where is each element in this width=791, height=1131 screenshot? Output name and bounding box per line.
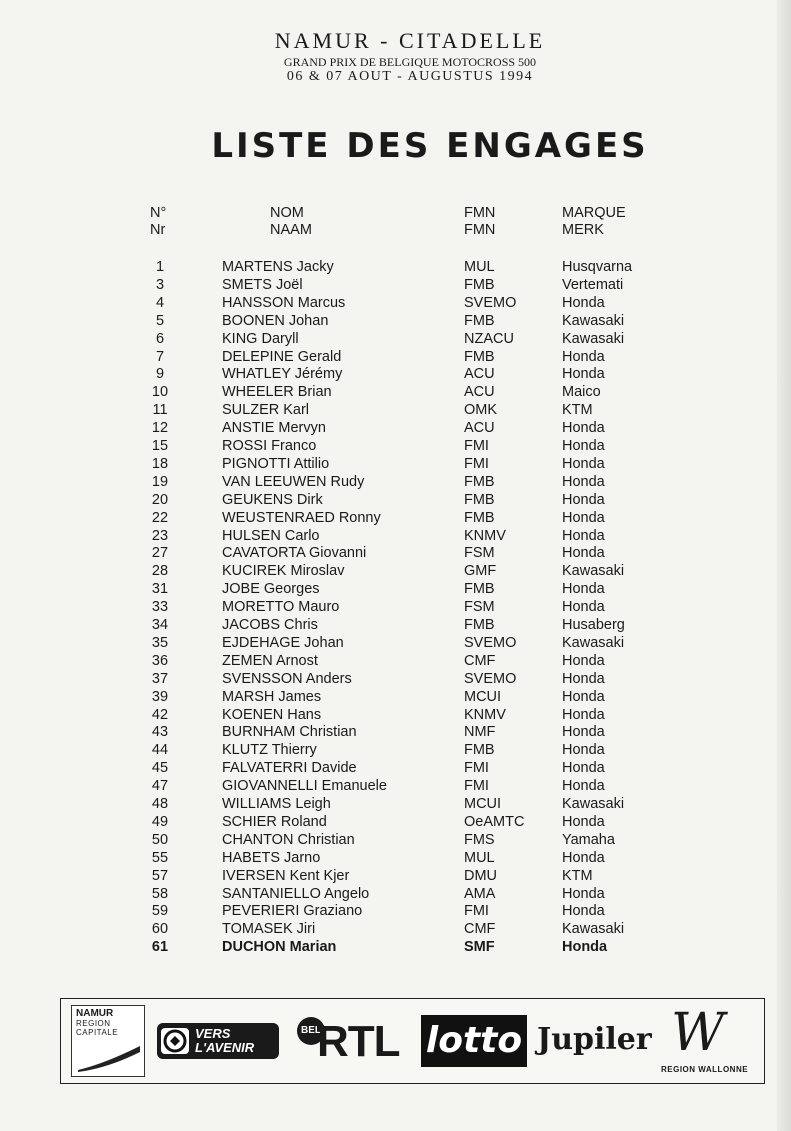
entry-make: Husqvarna [562,259,633,275]
entry-fmn: NZACU [464,330,514,347]
entry-number: 57 [151,867,169,884]
entry-name: SANTANIELLO Angelo [222,885,370,902]
col-name-fr: NOM [270,205,304,221]
entry-name: CAVATORTA Giovanni [222,545,367,562]
entry-name: WILLIAMS Leigh [222,796,331,812]
entry-number: 5 [155,312,165,329]
table-row [0,294,791,312]
col-make-fr: MARQUE [562,205,626,221]
table-row [0,706,791,724]
entry-make: Honda [562,742,605,759]
entry-number: 48 [151,796,169,812]
entry-fmn: FMB [464,491,495,508]
table-row [0,330,791,348]
table-row [0,473,791,491]
table-row [0,598,791,616]
entry-name: SULZER Karl [222,402,310,419]
table-row [0,312,791,330]
vers-logo-line2: L'AVENIR [195,1040,255,1055]
entry-name: ZEMEN Arnost [222,652,318,669]
entry-make: Honda [562,348,605,365]
table-row [0,741,791,759]
lotto-logo: lotto [421,1015,527,1067]
entry-fmn: FMB [464,509,495,526]
entry-make: Kawasaki [562,330,625,347]
entry-number: 33 [151,599,169,616]
entry-make: Honda [562,849,605,866]
entry-fmn: OMK [464,402,498,419]
entry-number: 36 [151,652,169,669]
entry-fmn: GMF [464,563,497,580]
entry-number: 31 [151,581,169,598]
entry-make: Honda [562,294,605,311]
entry-number: 61 [151,939,169,956]
entry-make: Honda [562,670,605,687]
entry-name: BURNHAM Christian [222,724,357,741]
entry-fmn: MUL [464,849,495,866]
entry-fmn: FSM [464,599,495,616]
entry-make: Honda [562,903,605,920]
sponsor-banner [60,998,765,1084]
entry-name: MARTENS Jacky [222,259,334,275]
table-row [0,527,791,545]
entry-number: 28 [151,563,169,580]
page-title: LISTE DES ENGAGES [211,126,649,166]
table-row [0,544,791,562]
entry-fmn: MUL [464,259,495,275]
entry-make: Yamaha [562,831,615,848]
entry-number: 34 [151,617,169,633]
entry-number: 12 [151,420,169,437]
entry-fmn: FMB [464,276,495,293]
entry-name: PEVERIERI Graziano [222,903,363,920]
entry-fmn: CMF [464,921,496,938]
entry-number: 6 [155,330,165,347]
namur-logo-text: NAMUR [76,1008,114,1019]
table-row [0,258,791,276]
entry-fmn: FMB [464,581,495,598]
entry-fmn: SVEMO [464,670,517,687]
entry-name: JACOBS Chris [222,617,318,633]
entry-make: Honda [562,420,605,437]
table-row [0,902,791,920]
entry-number: 15 [151,438,169,454]
entry-number: 9 [155,366,165,383]
entry-make: Kawasaki [562,563,625,580]
entry-name: KLUTZ Thierry [222,742,317,759]
entry-make: Honda [562,939,608,956]
table-row [0,670,791,688]
table-row [0,652,791,670]
event-name: GRAND PRIX DE BELGIQUE MOTOCROSS 500 [283,55,537,69]
entry-make: Honda [562,599,605,616]
entry-fmn: FMI [464,455,489,472]
entry-make: Kawasaki [562,921,625,938]
vers-lavenir-logo [157,1023,279,1059]
bel-badge: BEL [297,1017,325,1045]
table-row [0,491,791,509]
entry-number: 10 [151,384,169,401]
table-row [0,831,791,849]
entry-number: 20 [151,491,169,508]
col-fmn-nl: FMN [464,222,496,238]
entry-name: TOMASEK Jiri [222,921,316,938]
entry-make: Honda [562,366,605,383]
header [0,28,791,85]
entry-make: Vertemati [562,276,624,293]
vers-logo-line1: VERS [195,1026,231,1041]
entry-make: Honda [562,813,605,830]
entry-fmn: SVEMO [464,634,517,651]
entry-name: GIOVANNELLI Emanuele [222,778,387,795]
entry-make: KTM [562,402,593,419]
entry-name: VAN LEEUWEN Rudy [222,473,365,490]
entry-fmn: ACU [464,384,495,401]
entry-make: Maico [562,384,601,401]
entry-number: 59 [151,903,169,920]
bel-rtl-logo [297,1017,409,1067]
entry-number: 60 [151,921,169,938]
entry-name: CHANTON Christian [222,831,355,848]
entry-make: Kawasaki [562,312,625,329]
wallonne-rooster-icon: W [671,1003,725,1063]
entry-number: 27 [151,545,169,562]
region-wallonne-logo [657,1005,757,1079]
entry-name: JOBE Georges [222,581,320,598]
table-row [0,401,791,419]
entry-fmn: FMI [464,778,489,795]
col-nr-fr: N° [150,205,167,221]
entry-make: Honda [562,885,605,902]
table-row [0,348,791,366]
entry-fmn: FMS [464,831,495,848]
table-row [0,276,791,294]
table-row [0,455,791,473]
entry-fmn: FMB [464,312,495,329]
entry-name: PIGNOTTI Attilio [222,455,330,472]
entry-make: Honda [562,706,605,723]
entry-fmn: FMI [464,903,489,920]
entry-number: 45 [151,760,169,777]
entry-number: 43 [151,724,169,741]
entry-name: DELEPINE Gerald [222,348,342,365]
col-name-nl: NAAM [270,222,312,238]
column-header-nl [0,221,791,239]
entry-name: MARSH James [222,688,322,705]
entry-make: Honda [562,491,605,508]
entry-make: Kawasaki [562,796,625,812]
entry-fmn: FMB [464,617,495,633]
entry-make: Honda [562,652,605,669]
table-row [0,938,791,956]
entry-fmn: FMI [464,438,489,454]
entry-make: Honda [562,545,605,562]
entry-make: Honda [562,724,605,741]
entry-name: HABETS Jarno [222,849,321,866]
entry-fmn: ACU [464,420,495,437]
entry-number: 44 [151,742,169,759]
column-header-fr [0,204,791,222]
entry-number: 55 [151,849,169,866]
entry-number: 19 [151,473,169,490]
entry-fmn: FMI [464,760,489,777]
region-wallonne-label: REGION WALLONNE [661,1065,749,1074]
entry-fmn: ACU [464,366,495,383]
namur-logo-region: REGION [76,1019,111,1028]
table-row [0,813,791,831]
entry-fmn: FMB [464,742,495,759]
table-row [0,562,791,580]
entry-number: 7 [155,348,165,365]
entry-name: DUCHON Marian [222,939,337,956]
table-row [0,795,791,813]
table-row [0,920,791,938]
table-row [0,634,791,652]
table-row [0,437,791,455]
table-row [0,509,791,527]
namur-logo-capitale: CAPITALE [76,1028,119,1037]
entry-fmn: CMF [464,652,496,669]
entry-number: 11 [152,402,168,419]
entry-name: GEUKENS Dirk [222,491,323,508]
entry-make: KTM [562,867,593,884]
entry-make: Honda [562,688,605,705]
entry-number: 3 [155,276,165,293]
entry-make: Honda [562,455,605,472]
entry-fmn: SMF [464,939,495,956]
entry-name: WHATLEY Jérémy [222,366,343,383]
entry-name: BOONEN Johan [222,312,329,329]
vers-badge-icon [161,1028,189,1054]
col-nr-nl: Nr [150,222,166,238]
entry-name: KING Daryll [222,330,299,347]
entry-make: Honda [562,778,605,795]
entry-make: Kawasaki [562,634,625,651]
table-row [0,365,791,383]
entry-name: WEUSTENRAED Ronny [222,509,381,526]
rtl-text: RTL [317,1017,400,1066]
entry-fmn: MCUI [464,796,502,812]
entry-name: SVENSSON Anders [222,670,352,687]
entry-name: HANSSON Marcus [222,294,346,311]
entry-number: 37 [151,670,169,687]
namur-swoosh-icon [74,1044,144,1074]
table-row [0,867,791,885]
venue-title: NAMUR - CITADELLE [274,28,546,53]
entry-make: Honda [562,527,605,544]
entry-fmn: OeAMTC [464,813,525,830]
col-fmn-fr: FMN [464,205,496,221]
entry-number: 4 [155,294,165,311]
entry-make: Honda [562,760,605,777]
entry-fmn: FMB [464,473,495,490]
entry-name: KOENEN Hans [222,706,322,723]
entry-number: 58 [151,885,169,902]
entry-number: 49 [151,813,169,830]
entry-name: KUCIREK Miroslav [222,563,345,580]
entry-fmn: AMA [464,885,496,902]
entry-name: FALVATERRI Davide [222,760,357,777]
entry-name: MORETTO Mauro [222,599,340,616]
entry-name: ANSTIE Mervyn [222,420,326,437]
entry-fmn: DMU [464,867,498,884]
namur-region-logo [71,1005,145,1077]
entry-name: ROSSI Franco [222,438,317,454]
entry-make: Honda [562,473,605,490]
entry-fmn: NMF [464,724,496,741]
entry-fmn: FSM [464,545,495,562]
entry-number: 22 [151,509,169,526]
entry-number: 35 [151,634,169,651]
entry-name: EJDEHAGE Johan [222,634,344,651]
entry-name: IVERSEN Kent Kjer [222,867,350,884]
entry-make: Husaberg [562,617,625,633]
col-make-nl: MERK [562,222,604,238]
jupiler-logo: Jupiler [537,1022,652,1057]
table-row [0,616,791,634]
entry-fmn: KNMV [464,527,506,544]
table-row [0,777,791,795]
entry-make: Honda [562,581,605,598]
entry-name: WHEELER Brian [222,384,332,401]
entry-number: 23 [151,527,169,544]
entry-number: 50 [151,831,169,848]
event-dates: 06 & 07 AOUT - AUGUSTUS 1994 [286,69,534,84]
table-row [0,419,791,437]
entry-fmn: KNMV [464,706,506,723]
table-row [0,688,791,706]
table-row [0,723,791,741]
entry-number: 1 [155,259,165,275]
entry-name: SMETS Joël [222,276,303,293]
table-row [0,885,791,903]
entry-fmn: SVEMO [464,294,517,311]
table-row [0,849,791,867]
entry-make: Honda [562,438,605,454]
table-row [0,580,791,598]
entry-make: Honda [562,509,605,526]
table-row [0,759,791,777]
entry-fmn: MCUI [464,688,502,705]
entry-name: SCHIER Roland [222,813,327,830]
entry-number: 47 [151,778,169,795]
entry-fmn: FMB [464,348,495,365]
entry-number: 18 [151,455,169,472]
entry-name: HULSEN Carlo [222,527,320,544]
table-row [0,383,791,401]
entry-number: 42 [151,706,169,723]
entry-number: 39 [151,688,169,705]
